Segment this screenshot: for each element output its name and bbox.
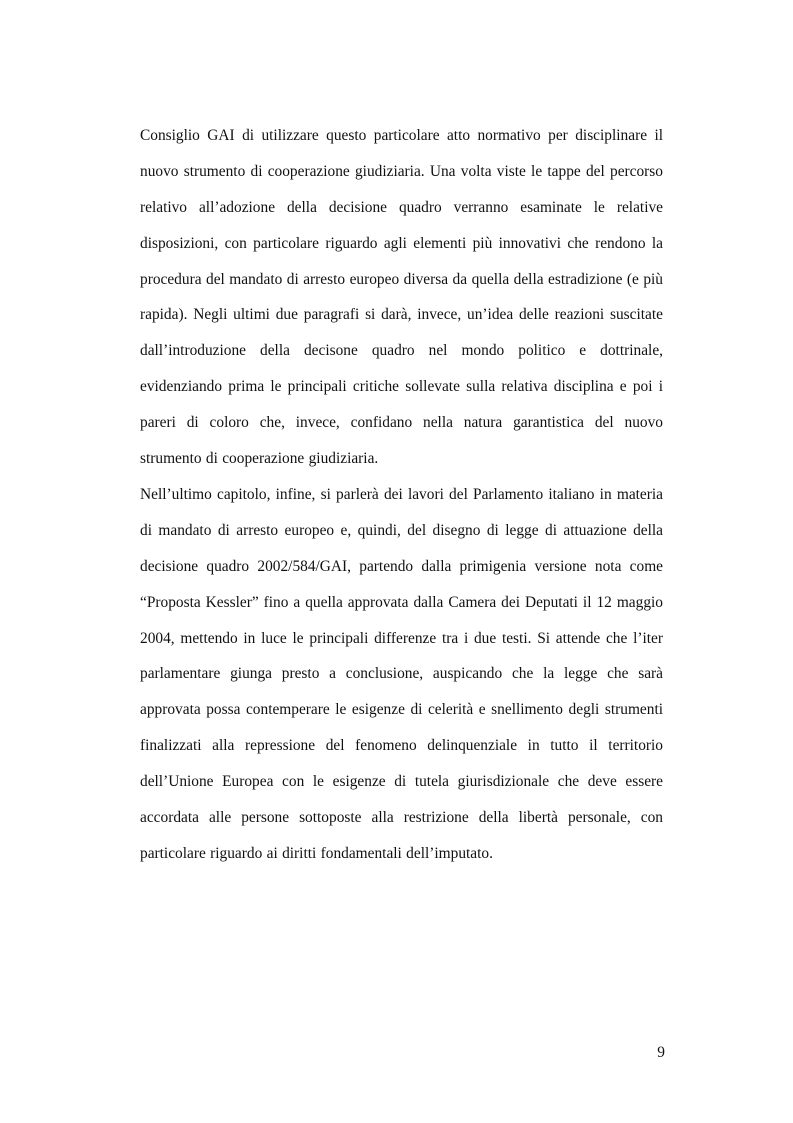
text-line: strumento di cooperazione giudiziaria. xyxy=(140,450,379,468)
text-line: rapida). Negli ultimi due paragrafi si darà, invece, un’idea delle reazioni suscitate xyxy=(140,306,663,324)
text-line: approvata possa contemperare le esigenze di celerità e snellimento degli strumenti xyxy=(140,701,663,719)
text-line: Nell’ultimo capitolo, infine, si parlerà dei lavori del Parlamento italiano in materia xyxy=(140,486,663,503)
page-number: 9 xyxy=(657,1044,665,1061)
text-line: 2004, mettendo in luce le principali differenze tra i due testi. Si attende che l’iter xyxy=(140,629,663,647)
text-line: pareri di coloro che, invece, confidano nella natura garantistica del nuovo xyxy=(140,414,663,432)
text-line: dall’introduzione della decisone quadro nel mondo politico e dottrinale, xyxy=(140,342,663,360)
text-line: “Proposta Kessler” fino a quella approvata dalla Camera dei Deputati il 12 maggio xyxy=(140,593,663,611)
text-line: finalizzati alla repressione del fenomeno delinquenziale in tutto il territorio xyxy=(140,737,663,755)
text-line: di mandato di arresto europeo e, quindi, del disegno di legge di attuazione della xyxy=(140,521,663,539)
text-line: evidenziando prima le principali critiche sollevate sulla relativa disciplina e poi i xyxy=(140,378,663,396)
paragraph-1 xyxy=(140,126,663,485)
text-line: accordata alle persone sottoposte alla restrizione della libertà personale, con xyxy=(140,809,663,827)
paragraph-2 xyxy=(140,485,663,880)
text-line: procedura del mandato di arresto europeo diversa da quella della estradizione (e più xyxy=(140,270,663,288)
text-line: parlamentare giunga presto a conclusione, auspicando che la legge che sarà xyxy=(140,665,663,683)
text-line: nuovo strumento di cooperazione giudiziaria. Una volta viste le tappe del percorso xyxy=(140,162,663,180)
text-line: particolare riguardo ai diritti fondamentali dell’imputato. xyxy=(140,844,493,862)
text-line: Consiglio GAI di utilizzare questo particolare atto normativo per disciplinare il xyxy=(140,127,663,144)
text-line: relativo all’adozione della decisione quadro verranno esaminate le relative xyxy=(140,198,663,216)
text-line: disposizioni, con particolare riguardo agli elementi più innovativi che rendono la xyxy=(140,234,663,252)
text-line: decisione quadro 2002/584/GAI, partendo dalla primigenia versione nota come xyxy=(140,557,663,575)
text-line: dell’Unione Europea con le esigenze di tutela giurisdizionale che deve essere xyxy=(140,773,663,791)
